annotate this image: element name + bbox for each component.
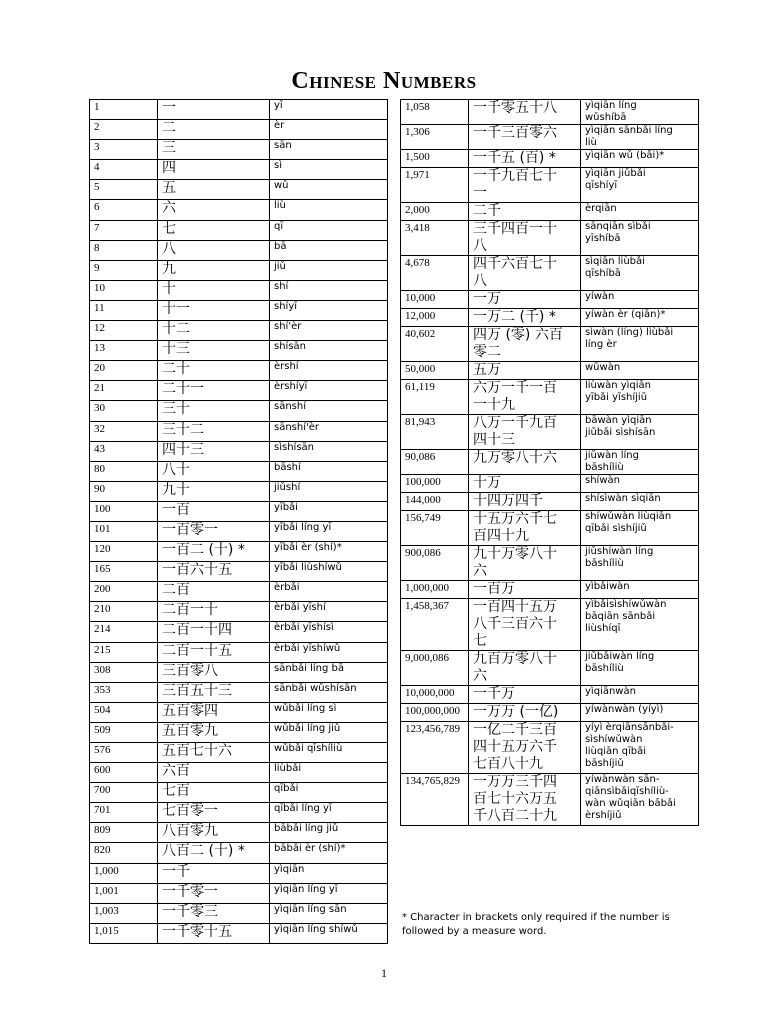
number-cell: 4 bbox=[90, 160, 158, 180]
table-row bbox=[401, 493, 699, 511]
chinese-cell: 十四万四千 bbox=[469, 493, 581, 511]
number-cell: 4,678 bbox=[401, 256, 469, 291]
pinyin-cell: sānshí bbox=[270, 401, 388, 421]
chinese-cell: 八百二 (十) * bbox=[158, 843, 270, 863]
number-cell: 214 bbox=[90, 622, 158, 642]
pinyin-cell: èrqiān bbox=[581, 203, 699, 221]
number-cell: 10,000 bbox=[401, 291, 469, 309]
table-row bbox=[90, 160, 388, 180]
chinese-cell: 二百一十四 bbox=[158, 622, 270, 642]
pinyin-cell: sìshísān bbox=[270, 441, 388, 461]
number-cell: 6 bbox=[90, 200, 158, 220]
pinyin-cell: yībǎi èr (shí)* bbox=[270, 542, 388, 562]
pinyin-cell: yìqiān líng yī bbox=[270, 883, 388, 903]
page-title: Chinese Numbers bbox=[291, 68, 477, 94]
pinyin-cell: bāwàn yìqiān jiǔbǎi sìshísān bbox=[581, 415, 699, 450]
number-cell: 40,602 bbox=[401, 327, 469, 362]
chinese-cell: 十三 bbox=[158, 341, 270, 361]
chinese-cell: 三千四百一十 八 bbox=[469, 221, 581, 256]
number-cell: 30 bbox=[90, 401, 158, 421]
table-row bbox=[401, 651, 699, 686]
table-row bbox=[401, 100, 699, 125]
number-cell: 8 bbox=[90, 240, 158, 260]
pinyin-cell: qī bbox=[270, 220, 388, 240]
pinyin-cell: bābǎi èr (shí)* bbox=[270, 843, 388, 863]
numbers-table-right bbox=[400, 99, 699, 826]
chinese-cell: 三十 bbox=[158, 401, 270, 421]
table-row bbox=[90, 381, 388, 401]
number-cell: 123,456,789 bbox=[401, 722, 469, 774]
pinyin-cell: yíwànwàn sān- qiānsìbǎiqīshíliù- wàn wǔqiān bābǎi èrshíjiǔ bbox=[581, 774, 699, 826]
chinese-cell: 二百 bbox=[158, 582, 270, 602]
table-row bbox=[90, 562, 388, 582]
number-cell: 120 bbox=[90, 542, 158, 562]
numbers-table-left bbox=[89, 99, 388, 944]
chinese-cell: 十万 bbox=[469, 475, 581, 493]
chinese-cell: 一百万 bbox=[469, 581, 581, 599]
chinese-cell: 一千零一 bbox=[158, 883, 270, 903]
pinyin-cell: èrbǎi yīshíwǔ bbox=[270, 642, 388, 662]
pinyin-cell: èrbǎi yīshísì bbox=[270, 622, 388, 642]
chinese-cell: 十 bbox=[158, 280, 270, 300]
chinese-cell: 七 bbox=[158, 220, 270, 240]
chinese-cell: 六 bbox=[158, 200, 270, 220]
number-cell: 100 bbox=[90, 501, 158, 521]
chinese-cell: 十一 bbox=[158, 300, 270, 320]
pinyin-cell: yī bbox=[270, 100, 388, 120]
number-cell: 43 bbox=[90, 441, 158, 461]
number-cell: 12,000 bbox=[401, 309, 469, 327]
chinese-cell: 二十一 bbox=[158, 381, 270, 401]
number-cell: 2 bbox=[90, 120, 158, 140]
pinyin-cell: bāshí bbox=[270, 461, 388, 481]
pinyin-cell: sānbǎi wǔshísān bbox=[270, 682, 388, 702]
chinese-cell: 一百四十五万 八千三百六十 七 bbox=[469, 599, 581, 651]
pinyin-cell: shísān bbox=[270, 341, 388, 361]
table-row bbox=[90, 321, 388, 341]
chinese-cell: 一百二 (十) * bbox=[158, 542, 270, 562]
number-cell: 308 bbox=[90, 662, 158, 682]
number-cell: 10 bbox=[90, 280, 158, 300]
table-row bbox=[90, 743, 388, 763]
pinyin-cell: yíwàn bbox=[581, 291, 699, 309]
number-cell: 504 bbox=[90, 702, 158, 722]
pinyin-cell: liù bbox=[270, 200, 388, 220]
pinyin-cell: jiǔbǎiwàn líng bāshíliù bbox=[581, 651, 699, 686]
chinese-cell: 一千九百七十 一 bbox=[469, 168, 581, 203]
chinese-cell: 七百 bbox=[158, 783, 270, 803]
table-row bbox=[90, 722, 388, 742]
chinese-cell: 九百万零八十 六 bbox=[469, 651, 581, 686]
chinese-cell: 二百一十 bbox=[158, 602, 270, 622]
pinyin-cell: shíyī bbox=[270, 300, 388, 320]
table-row bbox=[401, 599, 699, 651]
table-row bbox=[90, 783, 388, 803]
pinyin-cell: wǔ bbox=[270, 180, 388, 200]
pinyin-cell: shí bbox=[270, 280, 388, 300]
chinese-cell: 八百零九 bbox=[158, 823, 270, 843]
table-row bbox=[90, 401, 388, 421]
number-cell: 101 bbox=[90, 521, 158, 541]
number-cell: 90,086 bbox=[401, 450, 469, 475]
pinyin-cell: yìqiān bbox=[270, 863, 388, 883]
chinese-cell: 二百一十五 bbox=[158, 642, 270, 662]
pinyin-cell: jiǔshí bbox=[270, 481, 388, 501]
chinese-cell: 四万 (零) 六百 零二 bbox=[469, 327, 581, 362]
number-cell: 576 bbox=[90, 743, 158, 763]
table-row bbox=[401, 475, 699, 493]
pinyin-cell: liùwàn yìqiān yībǎi yīshíjiǔ bbox=[581, 380, 699, 415]
pinyin-cell: èrshí bbox=[270, 361, 388, 381]
chinese-cell: 一千零五十八 bbox=[469, 100, 581, 125]
number-cell: 20 bbox=[90, 361, 158, 381]
number-cell: 1 bbox=[90, 100, 158, 120]
table-row bbox=[90, 582, 388, 602]
pinyin-cell: èrshíyī bbox=[270, 381, 388, 401]
table-row bbox=[90, 642, 388, 662]
table-row bbox=[90, 240, 388, 260]
number-cell: 5 bbox=[90, 180, 158, 200]
number-cell: 12 bbox=[90, 321, 158, 341]
table-row bbox=[401, 309, 699, 327]
pinyin-cell: èrbǎi bbox=[270, 582, 388, 602]
number-cell: 1,458,367 bbox=[401, 599, 469, 651]
pinyin-cell: bābǎi líng jiǔ bbox=[270, 823, 388, 843]
table-row bbox=[90, 100, 388, 120]
pinyin-cell: liùbǎi bbox=[270, 763, 388, 783]
table-row bbox=[401, 256, 699, 291]
pinyin-cell: jiǔwàn líng bāshíliù bbox=[581, 450, 699, 475]
chinese-cell: 十二 bbox=[158, 321, 270, 341]
table-row bbox=[401, 125, 699, 150]
pinyin-cell: yìqiān wǔ (bǎi)* bbox=[581, 150, 699, 168]
pinyin-cell: bā bbox=[270, 240, 388, 260]
number-cell: 2,000 bbox=[401, 203, 469, 221]
number-cell: 50,000 bbox=[401, 362, 469, 380]
table-row bbox=[401, 327, 699, 362]
number-cell: 1,058 bbox=[401, 100, 469, 125]
table-row bbox=[401, 511, 699, 546]
number-cell: 820 bbox=[90, 843, 158, 863]
pinyin-cell: sìwàn (líng) liùbǎi líng èr bbox=[581, 327, 699, 362]
chinese-cell: 四千六百七十 八 bbox=[469, 256, 581, 291]
number-cell: 134,765,829 bbox=[401, 774, 469, 826]
pinyin-cell: yībǎi bbox=[270, 501, 388, 521]
chinese-cell: 三百五十三 bbox=[158, 682, 270, 702]
table-row bbox=[401, 203, 699, 221]
chinese-cell: 九 bbox=[158, 260, 270, 280]
chinese-cell: 五百零九 bbox=[158, 722, 270, 742]
pinyin-cell: yíwànwàn (yíyì) bbox=[581, 704, 699, 722]
number-cell: 10,000,000 bbox=[401, 686, 469, 704]
pinyin-cell: wǔbǎi qīshíliù bbox=[270, 743, 388, 763]
chinese-cell: 六万一千一百 一十九 bbox=[469, 380, 581, 415]
pinyin-cell: yìqiān líng wǔshíbā bbox=[581, 100, 699, 125]
chinese-cell: 十五万六千七 百四十九 bbox=[469, 511, 581, 546]
pinyin-cell: wǔbǎi líng jiǔ bbox=[270, 722, 388, 742]
pinyin-cell: sì bbox=[270, 160, 388, 180]
chinese-cell: 一千 bbox=[158, 863, 270, 883]
number-cell: 100,000 bbox=[401, 475, 469, 493]
table-row bbox=[90, 602, 388, 622]
table-row bbox=[90, 923, 388, 943]
chinese-cell: 二十 bbox=[158, 361, 270, 381]
table-row bbox=[90, 763, 388, 783]
number-cell: 21 bbox=[90, 381, 158, 401]
number-cell: 1,971 bbox=[401, 168, 469, 203]
chinese-cell: 一百六十五 bbox=[158, 562, 270, 582]
table-row bbox=[401, 722, 699, 774]
table-row bbox=[90, 120, 388, 140]
table-row bbox=[401, 774, 699, 826]
table-row bbox=[90, 461, 388, 481]
number-cell: 1,015 bbox=[90, 923, 158, 943]
table-row bbox=[90, 803, 388, 823]
number-cell: 144,000 bbox=[401, 493, 469, 511]
chinese-cell: 一千零三 bbox=[158, 903, 270, 923]
table-row bbox=[90, 702, 388, 722]
chinese-cell: 五百七十六 bbox=[158, 743, 270, 763]
pinyin-cell: sānqiān sìbǎi yīshíbā bbox=[581, 221, 699, 256]
number-cell: 1,001 bbox=[90, 883, 158, 903]
number-cell: 700 bbox=[90, 783, 158, 803]
chinese-cell: 四十三 bbox=[158, 441, 270, 461]
table-row bbox=[90, 421, 388, 441]
pinyin-cell: sānshí'èr bbox=[270, 421, 388, 441]
number-cell: 1,000 bbox=[90, 863, 158, 883]
number-cell: 200 bbox=[90, 582, 158, 602]
table-row bbox=[90, 521, 388, 541]
pinyin-cell: yìqiānwàn bbox=[581, 686, 699, 704]
table-row bbox=[401, 150, 699, 168]
pinyin-cell: shíwàn bbox=[581, 475, 699, 493]
table-row bbox=[90, 682, 388, 702]
pinyin-cell: yìbǎiwàn bbox=[581, 581, 699, 599]
footnote: * Character in brackets only required if the number is followed by a measure word. bbox=[402, 912, 670, 937]
number-cell: 81,943 bbox=[401, 415, 469, 450]
number-cell: 701 bbox=[90, 803, 158, 823]
number-cell: 900,086 bbox=[401, 546, 469, 581]
table-row bbox=[90, 542, 388, 562]
table-row bbox=[401, 686, 699, 704]
chinese-cell: 五百零四 bbox=[158, 702, 270, 722]
number-cell: 9 bbox=[90, 260, 158, 280]
number-cell: 3,418 bbox=[401, 221, 469, 256]
table-row bbox=[90, 501, 388, 521]
table-row bbox=[90, 180, 388, 200]
pinyin-cell: èr bbox=[270, 120, 388, 140]
chinese-cell: 一万二 (千) * bbox=[469, 309, 581, 327]
table-row bbox=[90, 200, 388, 220]
table-row bbox=[90, 883, 388, 903]
pinyin-cell: yībǎi líng yī bbox=[270, 521, 388, 541]
number-cell: 13 bbox=[90, 341, 158, 361]
chinese-cell: 五万 bbox=[469, 362, 581, 380]
chinese-cell: 一千万 bbox=[469, 686, 581, 704]
table-row bbox=[401, 168, 699, 203]
number-cell: 509 bbox=[90, 722, 158, 742]
table-row bbox=[90, 662, 388, 682]
table-row bbox=[90, 622, 388, 642]
table-row bbox=[90, 823, 388, 843]
chinese-cell: 五 bbox=[158, 180, 270, 200]
table-row bbox=[90, 300, 388, 320]
chinese-cell: 六百 bbox=[158, 763, 270, 783]
pinyin-cell: yìqiān líng sān bbox=[270, 903, 388, 923]
number-cell: 90 bbox=[90, 481, 158, 501]
table-row bbox=[401, 450, 699, 475]
table-row bbox=[401, 546, 699, 581]
table-row bbox=[401, 362, 699, 380]
page-number: 1 bbox=[381, 966, 387, 980]
table-row bbox=[90, 260, 388, 280]
number-cell: 100,000,000 bbox=[401, 704, 469, 722]
pinyin-cell: shíwǔwàn liùqiān qībǎi sìshíjiǔ bbox=[581, 511, 699, 546]
chinese-cell: 三百零八 bbox=[158, 662, 270, 682]
pinyin-cell: qībǎi bbox=[270, 783, 388, 803]
pinyin-cell: yìbǎisìshíwǔwàn bāqiān sānbǎi liùshíqī bbox=[581, 599, 699, 651]
pinyin-cell: yíwàn èr (qiān)* bbox=[581, 309, 699, 327]
pinyin-cell: sānbǎi líng bā bbox=[270, 662, 388, 682]
table-row bbox=[401, 581, 699, 599]
table-row bbox=[90, 843, 388, 863]
chinese-cell: 一百零一 bbox=[158, 521, 270, 541]
chinese-cell: 八 bbox=[158, 240, 270, 260]
chinese-cell: 三 bbox=[158, 140, 270, 160]
pinyin-cell: yìqiān sānbǎi líng liù bbox=[581, 125, 699, 150]
pinyin-cell: shí'èr bbox=[270, 321, 388, 341]
pinyin-cell: yíyì èrqiānsānbǎi- sìshíwǔwàn liùqiān qībǎi bāshíjiǔ bbox=[581, 722, 699, 774]
table-row bbox=[90, 341, 388, 361]
number-cell: 11 bbox=[90, 300, 158, 320]
chinese-cell: 九十万零八十 六 bbox=[469, 546, 581, 581]
table-row bbox=[90, 863, 388, 883]
number-cell: 215 bbox=[90, 642, 158, 662]
number-cell: 353 bbox=[90, 682, 158, 702]
pinyin-cell: sān bbox=[270, 140, 388, 160]
table-row bbox=[90, 140, 388, 160]
number-cell: 1,003 bbox=[90, 903, 158, 923]
pinyin-cell: qībǎi líng yī bbox=[270, 803, 388, 823]
pinyin-cell: jiǔshíwàn líng bāshíliù bbox=[581, 546, 699, 581]
chinese-cell: 一万万 (一亿) bbox=[469, 704, 581, 722]
table-row bbox=[90, 220, 388, 240]
chinese-cell: 八万一千九百 四十三 bbox=[469, 415, 581, 450]
number-cell: 809 bbox=[90, 823, 158, 843]
chinese-cell: 一万 bbox=[469, 291, 581, 309]
chinese-cell: 一千五 (百) * bbox=[469, 150, 581, 168]
number-cell: 7 bbox=[90, 220, 158, 240]
chinese-cell: 二千 bbox=[469, 203, 581, 221]
chinese-cell: 九十 bbox=[158, 481, 270, 501]
chinese-cell: 八十 bbox=[158, 461, 270, 481]
pinyin-cell: yìqiān líng shíwǔ bbox=[270, 923, 388, 943]
pinyin-cell: yìqiān jiǔbǎi qīshíyī bbox=[581, 168, 699, 203]
chinese-cell: 一千零十五 bbox=[158, 923, 270, 943]
table-row bbox=[90, 280, 388, 300]
chinese-cell: 一万万三千四 百七十六万五 千八百二十九 bbox=[469, 774, 581, 826]
chinese-cell: 一亿二千三百 四十五万六千 七百八十九 bbox=[469, 722, 581, 774]
number-cell: 156,749 bbox=[401, 511, 469, 546]
pinyin-cell: wǔbǎi líng sì bbox=[270, 702, 388, 722]
table-row bbox=[90, 481, 388, 501]
number-cell: 210 bbox=[90, 602, 158, 622]
table-row bbox=[401, 221, 699, 256]
pinyin-cell: èrbǎi yīshí bbox=[270, 602, 388, 622]
table-row bbox=[90, 903, 388, 923]
chinese-cell: 九万零八十六 bbox=[469, 450, 581, 475]
chinese-cell: 三十二 bbox=[158, 421, 270, 441]
table-row bbox=[401, 380, 699, 415]
table-row bbox=[90, 361, 388, 381]
chinese-cell: 一百 bbox=[158, 501, 270, 521]
table-row bbox=[90, 441, 388, 461]
chinese-cell: 四 bbox=[158, 160, 270, 180]
table-row bbox=[401, 704, 699, 722]
pinyin-cell: sìqiān liùbǎi qīshíbā bbox=[581, 256, 699, 291]
number-cell: 9,000,086 bbox=[401, 651, 469, 686]
number-cell: 1,000,000 bbox=[401, 581, 469, 599]
number-cell: 80 bbox=[90, 461, 158, 481]
chinese-cell: 一千三百零六 bbox=[469, 125, 581, 150]
pinyin-cell: wǔwàn bbox=[581, 362, 699, 380]
pinyin-cell: shísìwàn sìqiān bbox=[581, 493, 699, 511]
chinese-cell: 七百零一 bbox=[158, 803, 270, 823]
number-cell: 32 bbox=[90, 421, 158, 441]
number-cell: 61,119 bbox=[401, 380, 469, 415]
number-cell: 3 bbox=[90, 140, 158, 160]
number-cell: 1,500 bbox=[401, 150, 469, 168]
chinese-cell: 一 bbox=[158, 100, 270, 120]
pinyin-cell: yībǎi liùshíwǔ bbox=[270, 562, 388, 582]
pinyin-cell: jiǔ bbox=[270, 260, 388, 280]
chinese-cell: 二 bbox=[158, 120, 270, 140]
number-cell: 1,306 bbox=[401, 125, 469, 150]
table-row bbox=[401, 415, 699, 450]
table-row bbox=[401, 291, 699, 309]
number-cell: 600 bbox=[90, 763, 158, 783]
number-cell: 165 bbox=[90, 562, 158, 582]
